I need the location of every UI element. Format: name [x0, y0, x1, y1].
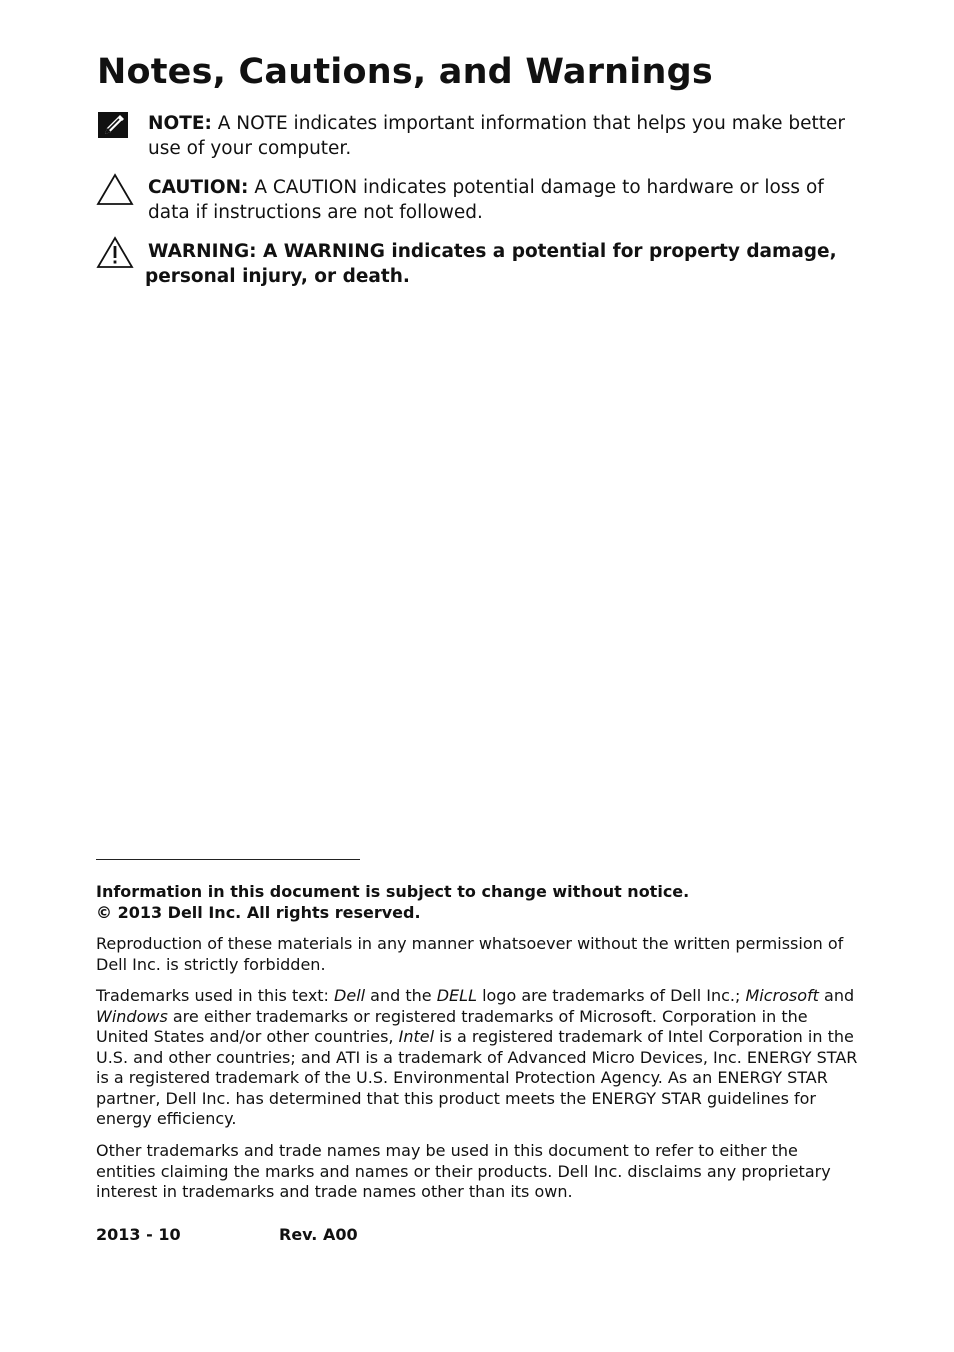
copyright-text: © 2013 Dell Inc. All rights reserved.: [96, 902, 421, 922]
revision-number: Rev. A00: [279, 1225, 358, 1244]
note-pencil-icon: [96, 110, 134, 144]
warning-text: [145, 239, 858, 289]
caution-body: A CAUTION indicates potential damage to hardware or loss of data if instructions are not followed.: [148, 177, 824, 223]
trademarks-text-4: and: [818, 986, 855, 1005]
warning-exclamation-icon: [96, 236, 134, 270]
trademark-intel: Intel: [398, 1027, 435, 1046]
note-body: A NOTE indicates important information that helps you make better use of your computer.: [148, 113, 846, 159]
trademark-dell: Dell: [334, 986, 366, 1005]
other-trademarks-paragraph: Other trademarks and trade names may be used in this document to refer to either the entities claiming the marks and names or their products. Dell Inc. disclaims any proprietary interest in trademarks and trade names other than its own.: [96, 1141, 831, 1201]
warning-line-1: WARNING: A WARNING indicates a potential for property damage,: [148, 241, 837, 262]
trademarks-text-6: is a registered trademark of Intel Corporation in the U.S. and other countries; and ATI is a trademark of Advanced Micro Devices, Inc. ENERGY STAR is a registered trademark of the U.S. Environmental Protection Agency. As an ENERGY STAR partner, Dell Inc. has determined that this product meets the ENERGY STAR guidelines for energy efficiency.: [96, 1027, 858, 1128]
note-label: NOTE:: [148, 113, 212, 134]
trademark-windows: Windows: [96, 1006, 168, 1026]
reproduction-paragraph: Reproduction of these materials in any manner whatsoever without the written permission of Dell Inc. is strictly forbidden.: [96, 934, 844, 974]
trademarks-paragraph: [96, 986, 861, 1130]
page-title: Notes, Cautions, and Warnings: [97, 52, 713, 92]
warning-line-2: personal injury, or death.: [145, 266, 410, 287]
caution-label: CAUTION:: [148, 177, 249, 198]
revision-line: [96, 1225, 358, 1244]
revision-date: 2013 - 10: [96, 1225, 181, 1244]
footer-change-notice: [96, 882, 861, 923]
footnote-divider: [96, 859, 360, 860]
caution-triangle-icon: [96, 173, 134, 207]
trademarks-text-5: are either trademarks or registered trademarks of Microsoft. Corporation in the United States and/or other countries,: [96, 1006, 808, 1046]
trademarks-text-3: logo are trademarks of Dell Inc.;: [476, 986, 746, 1005]
trademarks-text-2: and the: [365, 986, 437, 1005]
caution-text: [148, 175, 858, 225]
trademarks-text-1: Trademarks used in this text:: [96, 986, 335, 1005]
change-notice-text: Information in this document is subject to change without notice.: [96, 882, 690, 901]
trademark-microsoft: Microsoft: [745, 986, 819, 1005]
note-text: [148, 111, 858, 161]
trademark-dell-logo: DELL: [436, 986, 477, 1005]
